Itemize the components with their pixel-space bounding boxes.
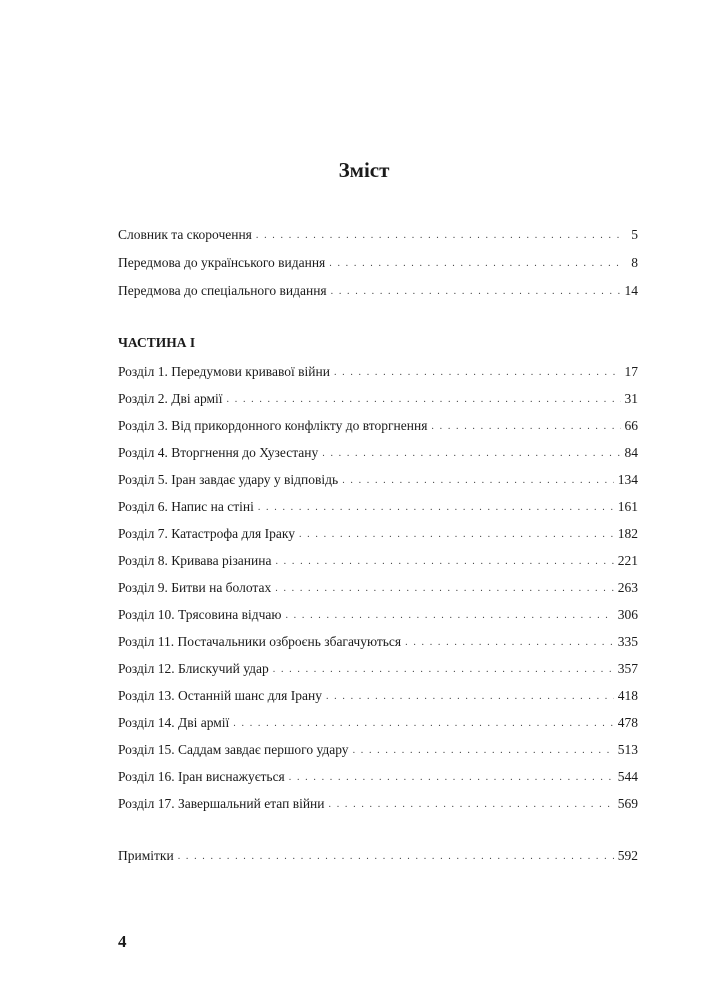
toc-entry-page: 134 <box>617 472 638 487</box>
dot-leader <box>405 637 614 648</box>
toc-entry-page: 569 <box>617 796 638 811</box>
toc-entry-page: 14 <box>624 283 638 298</box>
toc-entry-label: Розділ 4. Вторгнення до Хузестану <box>118 445 319 460</box>
toc-entry-page: 221 <box>617 553 638 568</box>
dot-leader <box>329 258 624 269</box>
toc-entry <box>118 391 638 411</box>
toc-entry-page: 84 <box>624 445 638 460</box>
dot-leader <box>258 502 614 513</box>
dot-leader <box>273 664 614 675</box>
toc-entry-label: Розділ 5. Іран завдає удару у відповідь <box>118 472 339 487</box>
page-number: 4 <box>118 932 127 951</box>
toc-entry <box>118 715 638 735</box>
toc-entry-label: Передмова до спеціального видання <box>118 283 327 298</box>
toc-entry-page: 544 <box>617 769 638 784</box>
toc-entry <box>118 580 638 600</box>
dot-leader <box>329 799 614 810</box>
toc-entry <box>118 553 638 573</box>
toc-entry <box>118 607 638 627</box>
toc-entry <box>118 227 638 247</box>
toc-entry-page: 66 <box>624 418 638 433</box>
toc-entry-label: Розділ 13. Останній шанс для Ірану <box>118 688 322 703</box>
dot-leader <box>299 529 614 540</box>
toc-entry <box>118 364 638 384</box>
toc-entry-page: 8 <box>631 255 638 270</box>
toc-entry-page: 17 <box>624 364 638 379</box>
toc-entry-label: Розділ 8. Кривава різанина <box>118 553 272 568</box>
toc-entry <box>118 283 638 303</box>
toc-entry-label: Розділ 14. Дві армії <box>118 715 230 730</box>
toc-entry <box>118 634 638 654</box>
toc-entry-label: Розділ 12. Блискучий удар <box>118 661 269 676</box>
toc-entry-page: 306 <box>617 607 638 622</box>
toc-entry-label: Розділ 1. Передумови кривавої війни <box>118 364 330 379</box>
toc-entry-page: 161 <box>617 499 638 514</box>
toc-entry-page: 182 <box>617 526 638 541</box>
toc-entry-label: Розділ 9. Битви на болотах <box>118 580 272 595</box>
toc-entry-label: Розділ 6. Напис на стіні <box>118 499 254 514</box>
dot-leader <box>331 286 621 297</box>
dot-leader <box>322 448 620 459</box>
toc-entry <box>118 255 638 275</box>
toc-entry <box>118 742 638 762</box>
toc-entry <box>118 526 638 546</box>
part-heading: ЧАСТИНА I <box>118 335 196 350</box>
toc-entry-page: 5 <box>631 227 638 242</box>
toc-entry <box>118 499 638 519</box>
toc-entry <box>118 418 638 438</box>
dot-leader <box>289 772 614 783</box>
toc-entry-label: Розділ 3. Від прикордонного конфлікту до вторгнення <box>118 418 428 433</box>
toc-entry-page: 513 <box>617 742 638 757</box>
toc-entry-label: Розділ 11. Постачальники озброєнь збагачуються <box>118 634 402 649</box>
toc-entry-label: Розділ 17. Завершальний етап війни <box>118 796 325 811</box>
toc-entry-label: Розділ 15. Саддам завдає першого удару <box>118 742 349 757</box>
dot-leader <box>256 230 624 241</box>
toc-entry <box>118 769 638 789</box>
toc-entry-page: 357 <box>617 661 638 676</box>
dot-leader <box>275 556 613 567</box>
dot-leader <box>342 475 614 486</box>
dot-leader <box>326 691 614 702</box>
dot-leader <box>178 851 614 862</box>
toc-entry-page: 418 <box>617 688 638 703</box>
toc-entry-page: 335 <box>617 634 638 649</box>
dot-leader <box>334 367 621 378</box>
dot-leader <box>353 745 614 756</box>
toc-entry <box>118 796 638 816</box>
toc-entry <box>118 848 638 868</box>
toc-entry-label: Примітки <box>118 848 174 863</box>
dot-leader <box>233 718 613 729</box>
dot-leader <box>275 583 614 594</box>
dot-leader <box>431 421 620 432</box>
dot-leader <box>285 610 613 621</box>
toc-entry-page: 592 <box>617 848 638 863</box>
toc-entry-label: Розділ 2. Дві армії <box>118 391 223 406</box>
toc-entry-label: Розділ 7. Катастрофа для Іраку <box>118 526 295 541</box>
toc-entry <box>118 688 638 708</box>
toc-entry-label: Словник та скорочення <box>118 227 252 242</box>
dot-leader <box>227 394 621 405</box>
toc-title: Зміст <box>338 158 390 182</box>
toc-entry <box>118 445 638 465</box>
toc-entry-page: 31 <box>624 391 638 406</box>
toc-entry-page: 263 <box>617 580 638 595</box>
toc-entry <box>118 661 638 681</box>
toc-entry-page: 478 <box>617 715 638 730</box>
toc-entry-label: Розділ 16. Іран виснажується <box>118 769 285 784</box>
toc-entry <box>118 472 638 492</box>
toc-entry-label: Розділ 10. Трясовина відчаю <box>118 607 282 622</box>
toc-entry-label: Передмова до українського видання <box>118 255 326 270</box>
